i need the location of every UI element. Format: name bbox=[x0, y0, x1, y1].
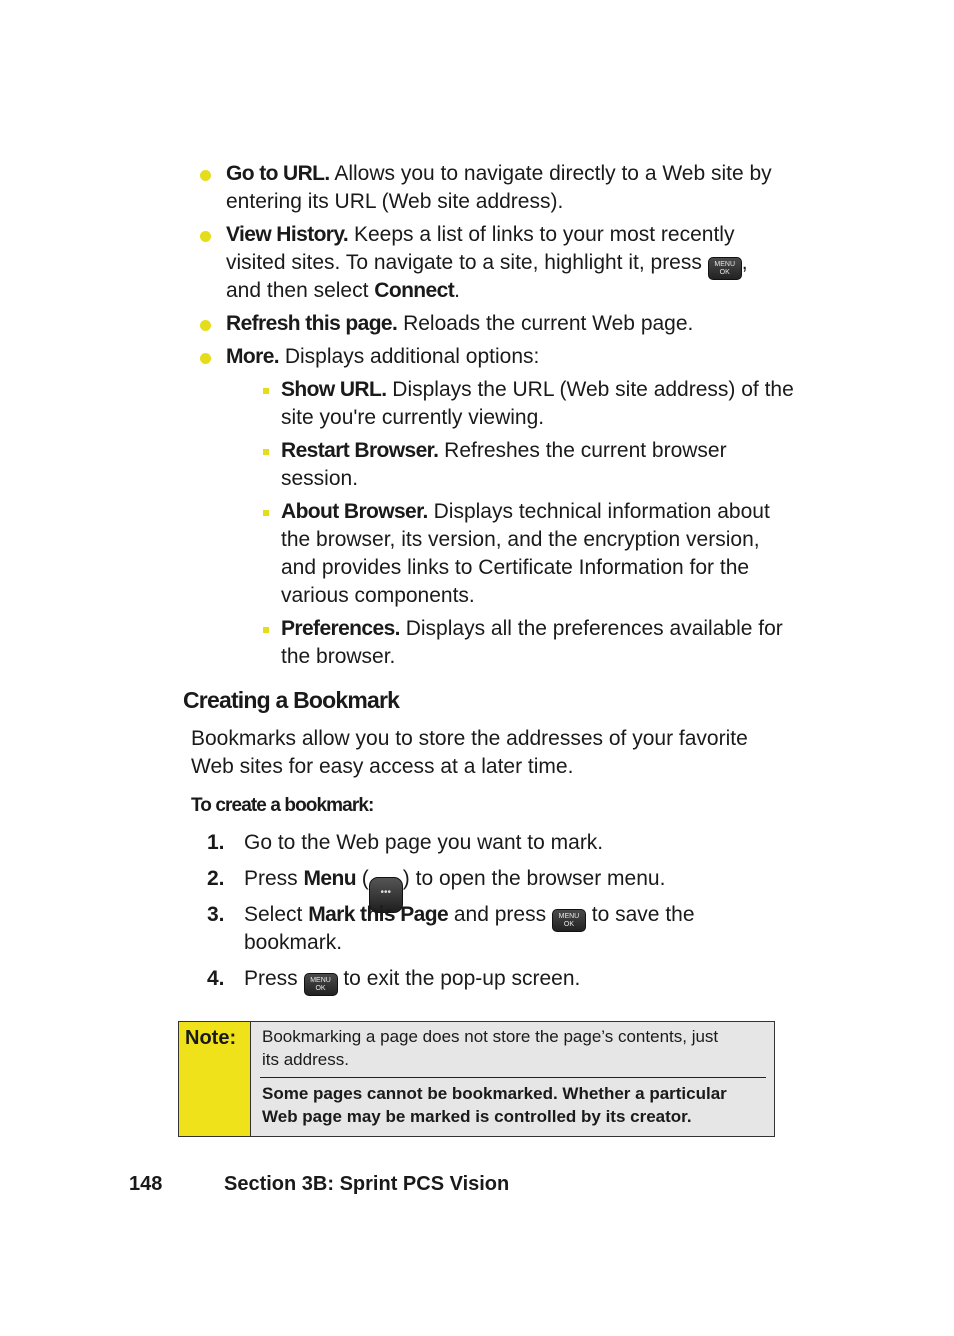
suboption-restart-browser-cont: session. bbox=[281, 467, 359, 490]
suboption-about-browser-cont: the browser, its version, and the encryption version, bbox=[281, 528, 760, 551]
step-4: Press MENU OK to exit the pop-up screen. bbox=[244, 965, 580, 996]
suboption-about-browser-cont3: various components. bbox=[281, 584, 475, 607]
step-3: Select Mark this Page and press MENU OK to save the bbox=[244, 901, 695, 932]
note-label: Note: bbox=[185, 1027, 237, 1049]
note-bold-text: Some pages cannot be bookmarked. Whether a particular Web page may be marked is controlled by its creator. bbox=[262, 1084, 727, 1126]
suboption-show-url: Show URL. Displays the URL (Web site address) of the bbox=[281, 378, 794, 401]
section-intro-cont: Web sites for easy access at a later time. bbox=[191, 755, 574, 778]
suboption-preferences: Preferences. Displays all the preferences available for bbox=[281, 617, 783, 640]
bullet-dot bbox=[200, 320, 211, 331]
sub-bullet bbox=[263, 510, 269, 516]
menu-ok-key-icon: MENU OK bbox=[708, 257, 742, 280]
section-intro: Bookmarks allow you to store the addresses of your favorite bbox=[191, 727, 748, 750]
option-view-history-cont: visited sites. To navigate to a site, highlight it, press MENU OK , bbox=[226, 249, 748, 280]
procedure-title: To create a bookmark: bbox=[191, 795, 374, 816]
bullet-dot bbox=[200, 170, 211, 181]
note-label-panel bbox=[179, 1022, 251, 1136]
suboption-about-browser-cont2: and provides links to Certificate Information for the bbox=[281, 556, 750, 579]
menu-key-icon: ••• bbox=[369, 877, 403, 913]
step-2: Press Menu (•••) to open the browser menu. bbox=[244, 865, 665, 913]
bullet-dot bbox=[200, 353, 211, 364]
sub-bullet bbox=[263, 627, 269, 633]
note-box bbox=[178, 1021, 775, 1137]
suboption-preferences-cont: the browser. bbox=[281, 645, 396, 668]
step-number: 3. bbox=[207, 903, 225, 926]
suboption-about-browser: About Browser. Displays technical information about bbox=[281, 500, 770, 523]
step-number: 4. bbox=[207, 967, 225, 990]
bullet-dot bbox=[200, 231, 211, 242]
section-footer: Section 3B: Sprint PCS Vision bbox=[224, 1173, 510, 1195]
step-number: 2. bbox=[207, 867, 225, 890]
sub-bullet bbox=[263, 449, 269, 455]
step-3-cont: bookmark. bbox=[244, 931, 343, 954]
step-1: Go to the Web page you want to mark. bbox=[244, 831, 604, 854]
page-number: 148 bbox=[129, 1173, 163, 1195]
section-heading: Creating a Bookmark bbox=[183, 687, 400, 713]
option-go-to-url: Go to URL. Allows you to navigate directly to a Web site by bbox=[226, 162, 772, 185]
option-view-history: View History. Keeps a list of links to your most recently bbox=[226, 223, 735, 246]
note-divider bbox=[260, 1077, 766, 1078]
step-number: 1. bbox=[207, 831, 225, 854]
option-refresh: Refresh this page. Reloads the current Web page. bbox=[226, 312, 694, 335]
sub-bullet bbox=[263, 388, 269, 394]
suboption-restart-browser: Restart Browser. Refreshes the current browser bbox=[281, 439, 727, 462]
option-go-to-url-cont: entering its URL (Web site address). bbox=[226, 190, 564, 213]
note-text: Bookmarking a page does not store the page’s contents, just its address. bbox=[262, 1027, 719, 1069]
suboption-show-url-cont: site you're currently viewing. bbox=[281, 406, 545, 429]
option-view-history-cont2: and then select Connect. bbox=[226, 279, 460, 302]
menu-ok-key-icon: MENU OK bbox=[552, 909, 586, 932]
option-more: More. Displays additional options: bbox=[226, 345, 540, 368]
menu-ok-key-icon: MENU OK bbox=[304, 973, 338, 996]
